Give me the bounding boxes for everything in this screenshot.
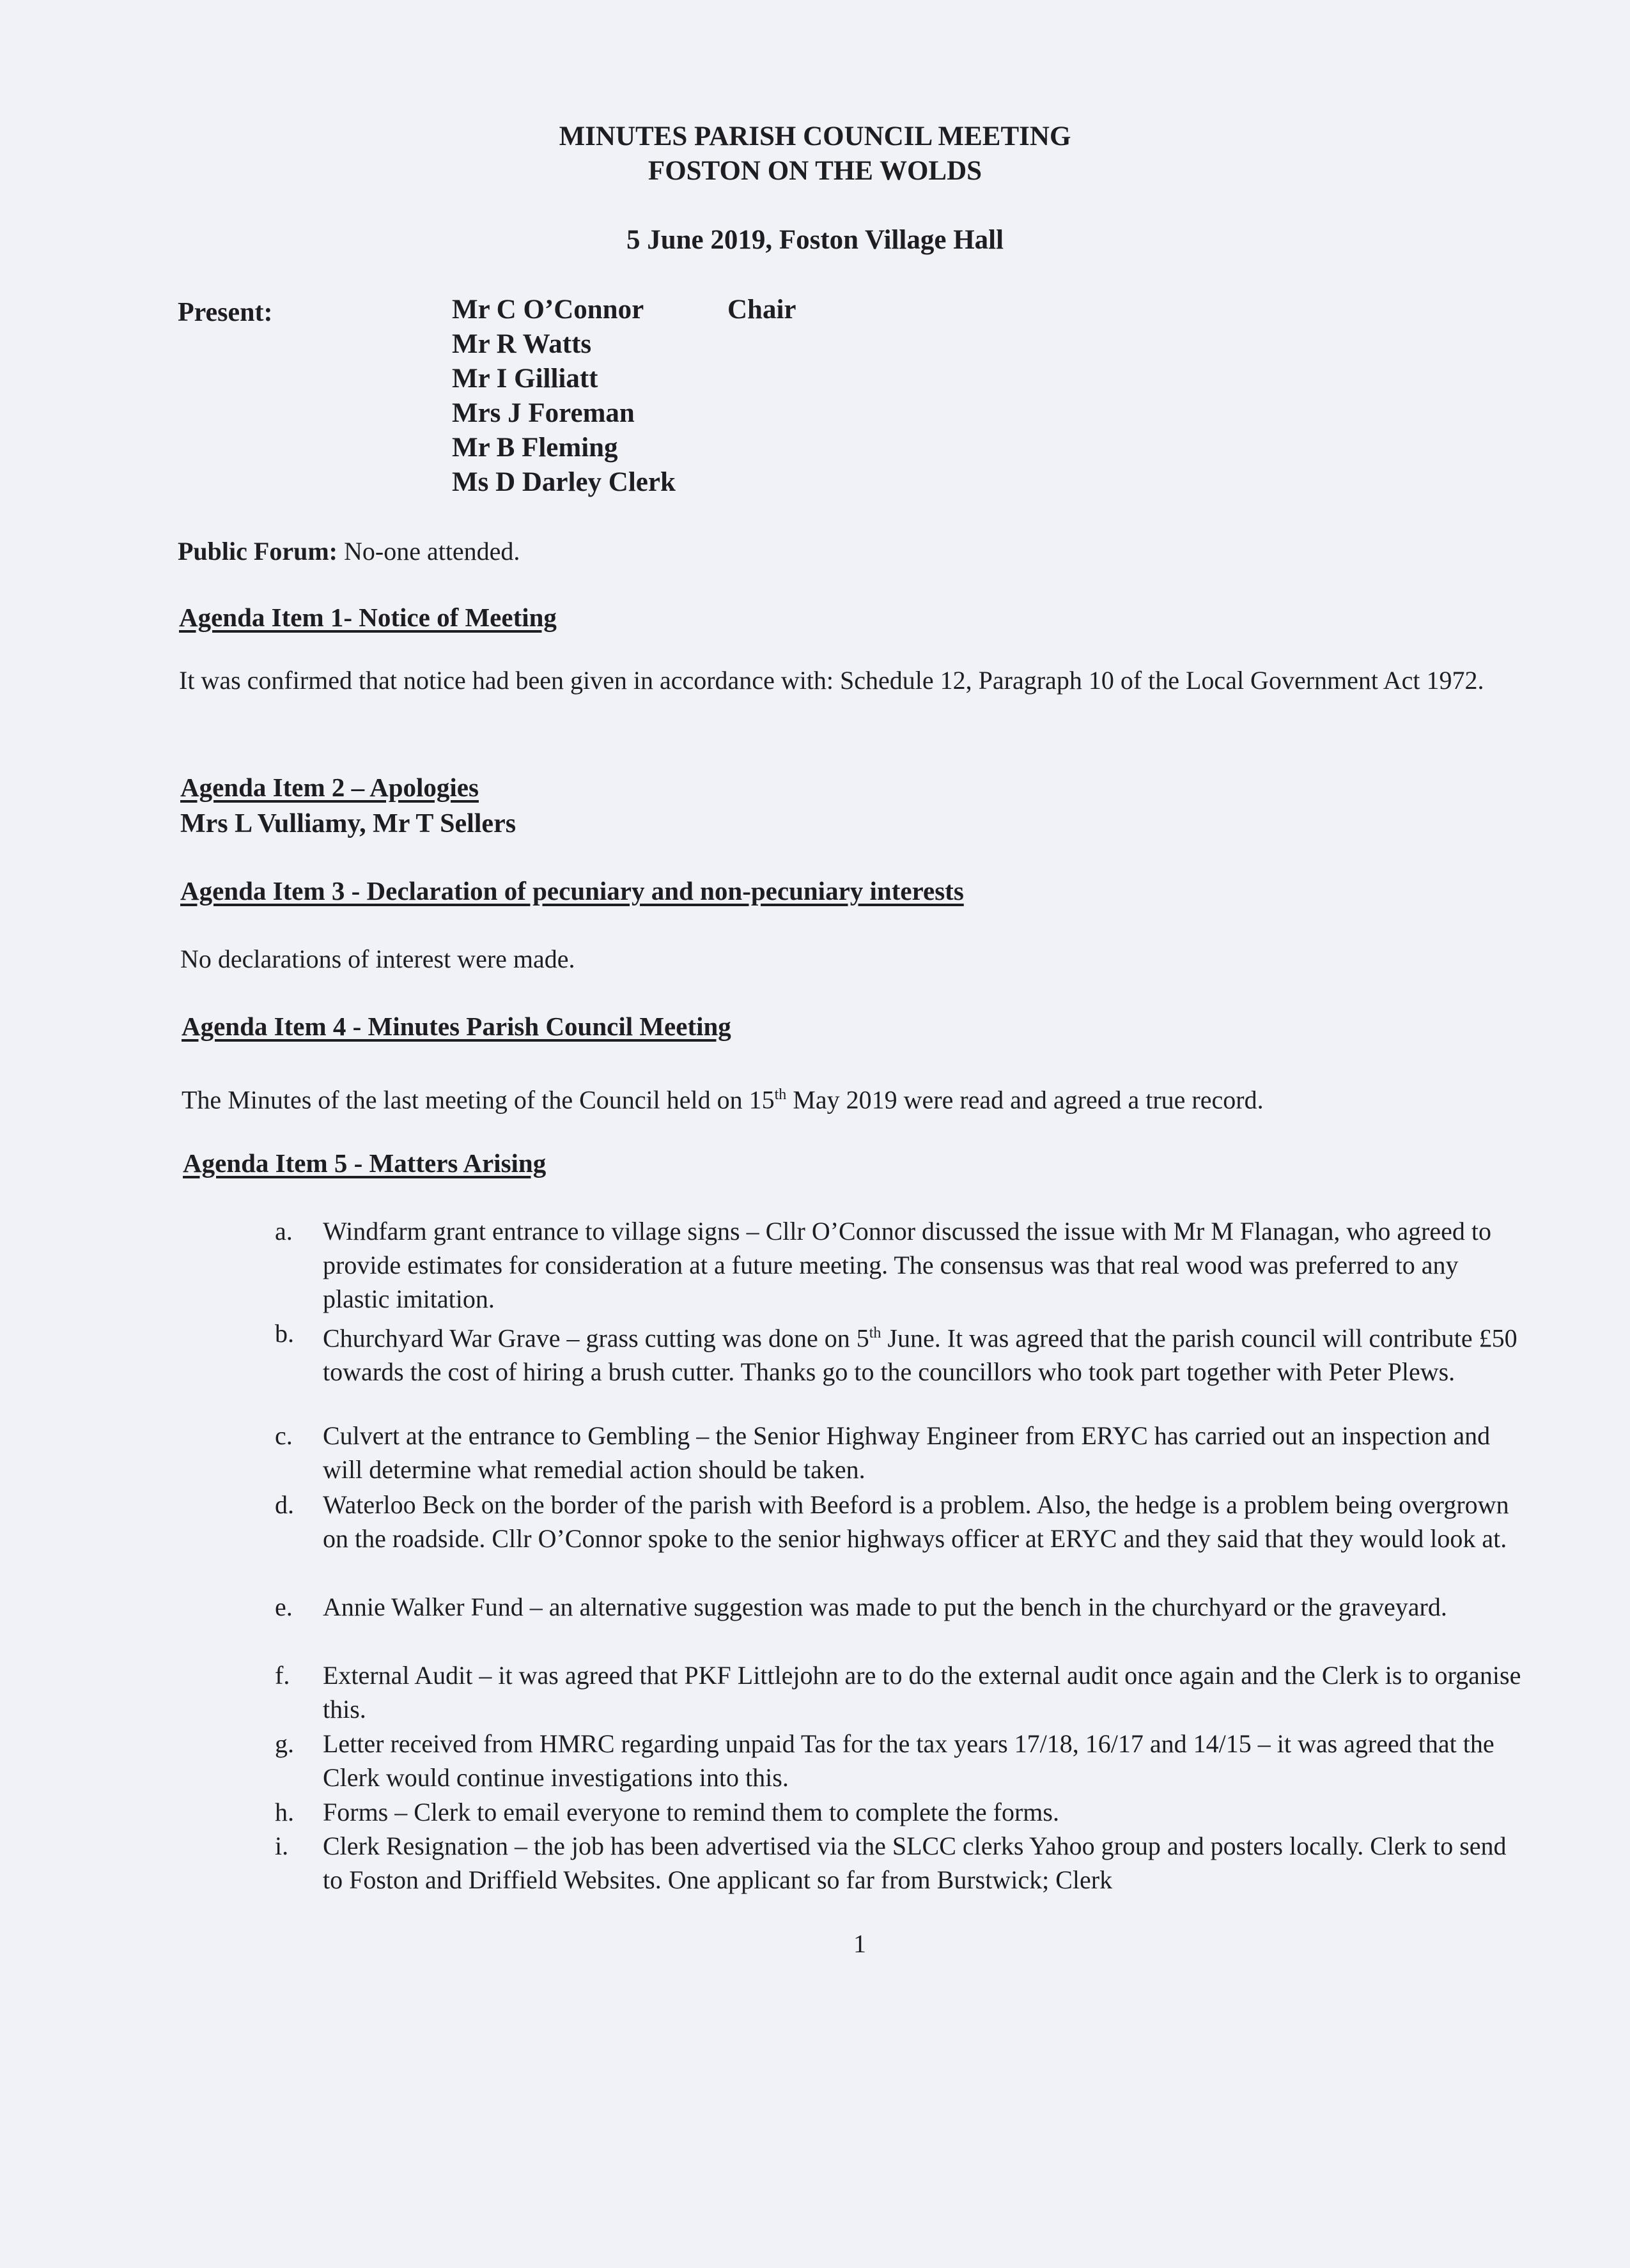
ordinal-suffix: th xyxy=(774,1086,787,1103)
member-name: Mr B Fleming xyxy=(452,433,618,463)
agenda-item-3-heading: Agenda Item 3 - Declaration of pecuniary and non-pecuniary interests xyxy=(180,876,964,906)
minutes-text-part: The Minutes of the last meeting of the Council held on 15 xyxy=(182,1085,775,1115)
agenda-item-1-text: It was confirmed that notice had been given in accordance with: Schedule 12, Paragraph 10 of the Local Government Act 1972. xyxy=(179,666,1484,695)
apologies-names: Mrs L Vulliamy, Mr T Sellers xyxy=(180,809,516,838)
public-forum-label: Public Forum: xyxy=(178,537,338,566)
list-item-text-part: Churchyard War Grave – grass cutting was done on 5 xyxy=(323,1323,869,1353)
chair-label: Chair xyxy=(727,295,796,325)
list-marker: f. xyxy=(275,1661,290,1690)
list-marker: a. xyxy=(275,1217,293,1246)
member-name: Mrs J Foreman xyxy=(452,398,635,428)
member-name: Ms D Darley Clerk xyxy=(452,467,676,497)
minutes-text-part: May 2019 were read and agreed a true record. xyxy=(786,1085,1264,1115)
list-marker: c. xyxy=(275,1421,293,1450)
list-item xyxy=(275,1829,1528,1897)
ordinal-suffix: th xyxy=(869,1325,881,1341)
agenda-item-1-heading: Agenda Item 1- Notice of Meeting xyxy=(179,603,557,632)
document-subtitle: FOSTON ON THE WOLDS xyxy=(648,156,982,186)
list-item-text: External Audit – it was agreed that PKF Littlejohn are to do the external audit once again and the Clerk is to organise this. xyxy=(323,1661,1521,1724)
present-members xyxy=(452,293,676,500)
document-title: MINUTES PARISH COUNCIL MEETING xyxy=(559,121,1071,151)
agenda-item-4-heading: Agenda Item 4 - Minutes Parish Council Meeting xyxy=(182,1012,731,1041)
public-forum-text: No-one attended. xyxy=(337,537,520,566)
agenda-item-4-text xyxy=(182,1077,1264,1117)
list-item xyxy=(275,1727,1528,1795)
matters-arising-list xyxy=(275,1214,1528,1897)
list-marker: e. xyxy=(275,1593,293,1621)
member-name: Mr I Gilliatt xyxy=(452,364,598,394)
list-marker: h. xyxy=(275,1798,294,1826)
member-name: Mr C O’Connor xyxy=(452,295,644,325)
list-item xyxy=(275,1658,1528,1727)
list-item-text: Waterloo Beck on the border of the parish with Beeford is a problem. Also, the hedge is a problem being overgrown on the roadside. Cllr O’Connor spoke to the senior highways officer at ERYC and they said that they would look at. xyxy=(323,1490,1509,1553)
public-forum xyxy=(178,534,520,569)
agenda-item-2-heading: Agenda Item 2 – Apologies xyxy=(180,773,479,802)
list-item-text: Annie Walker Fund – an alternative suggestion was made to put the bench in the churchyard or the graveyard. xyxy=(323,1593,1447,1621)
list-item-text-part: June. It was agreed that the parish council will contribute £50 towards the cost of hiring a brush cutter. Thanks go to the councillors who took part together with Peter Plews. xyxy=(323,1323,1517,1387)
page-number: 1 xyxy=(853,1929,866,1958)
member-name: Mr R Watts xyxy=(452,329,592,359)
list-item-text: Windfarm grant entrance to village signs – Cllr O’Connor discussed the issue with Mr M Flanagan, who agreed to provide estimates for consideration at a future meeting. The consensus was that real wood was preferred to any plastic imitation. xyxy=(323,1217,1492,1313)
agenda-item-3-text: No declarations of interest were made. xyxy=(180,945,575,973)
agenda-item-5-heading: Agenda Item 5 - Matters Arising xyxy=(183,1148,547,1178)
present-label: Present: xyxy=(178,298,273,327)
list-item-text: Clerk Resignation – the job has been advertised via the SLCC clerks Yahoo group and posters locally. Clerk to send to Foston and Driffield Websites. One applicant so far from Burstwick; Clerk xyxy=(323,1832,1507,1894)
list-item xyxy=(275,1316,1528,1419)
list-marker: g. xyxy=(275,1729,294,1758)
list-item xyxy=(275,1795,1528,1829)
list-item-text: Culvert at the entrance to Gembling – the Senior Highway Engineer from ERYC has carried out an inspection and will determine what remedial action should be taken. xyxy=(323,1421,1491,1484)
meeting-date-venue: 5 June 2019, Foston Village Hall xyxy=(626,225,1004,255)
list-item-text: Forms – Clerk to email everyone to remind them to complete the forms. xyxy=(323,1798,1059,1826)
list-marker: i. xyxy=(275,1832,289,1860)
list-item xyxy=(275,1214,1528,1316)
list-marker: d. xyxy=(275,1490,294,1519)
list-item xyxy=(275,1488,1528,1590)
list-marker: b. xyxy=(275,1319,294,1348)
list-item xyxy=(275,1419,1528,1488)
list-item xyxy=(275,1590,1528,1658)
list-item-text: Letter received from HMRC regarding unpaid Tas for the tax years 17/18, 16/17 and 14/15 – it was agreed that the Clerk would continue investigations into this. xyxy=(323,1729,1494,1792)
